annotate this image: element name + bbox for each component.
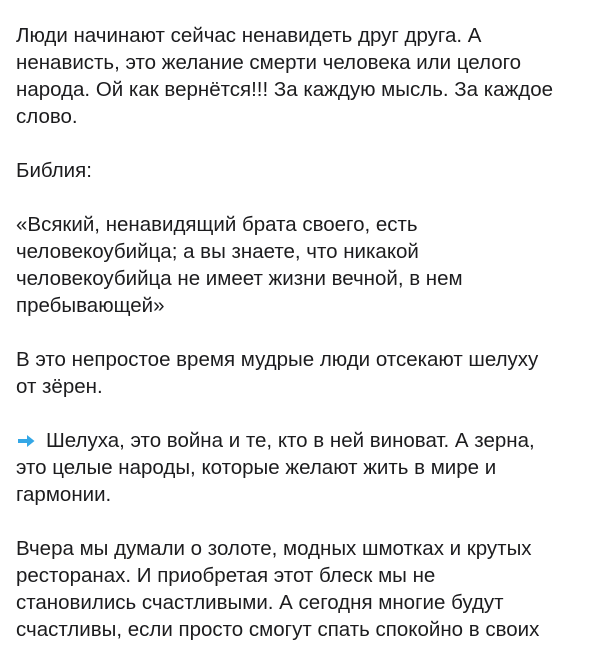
right-arrow-icon xyxy=(16,434,36,448)
paragraph-4: В это непростое время мудрые люди отсекают шелуху от зёрен. xyxy=(16,348,539,398)
paragraph-1: Люди начинают сейчас ненавидеть друг друга. А ненависть, это желание смерти человека или целого народа. Ой как вернётся!!! За каждую мысль. За каждое слово. xyxy=(16,24,554,128)
paragraph-2: Библия: xyxy=(16,159,92,182)
paragraph-3-quote: «Всякий, ненавидящий брата своего, есть человекоубийца; а вы знаете, что никакой человекоубийца не имеет жизни вечной, в нем пребывающей» xyxy=(16,213,463,317)
message-text xyxy=(16,22,588,670)
paragraph-6: Вчера мы думали о золоте, модных шмотках и крутых ресторанах. И приобретая этот блеск мы не становились счастливыми. А сегодня многие будут счастливы, если просто смогут спать спокойно в своих xyxy=(16,537,540,641)
paragraph-5 xyxy=(16,427,588,508)
paragraph-5-text: Шелуха, это война и те, кто в ней виноват. А зерна, это целые народы, которые желают жить в мире и гармонии. xyxy=(16,429,535,506)
